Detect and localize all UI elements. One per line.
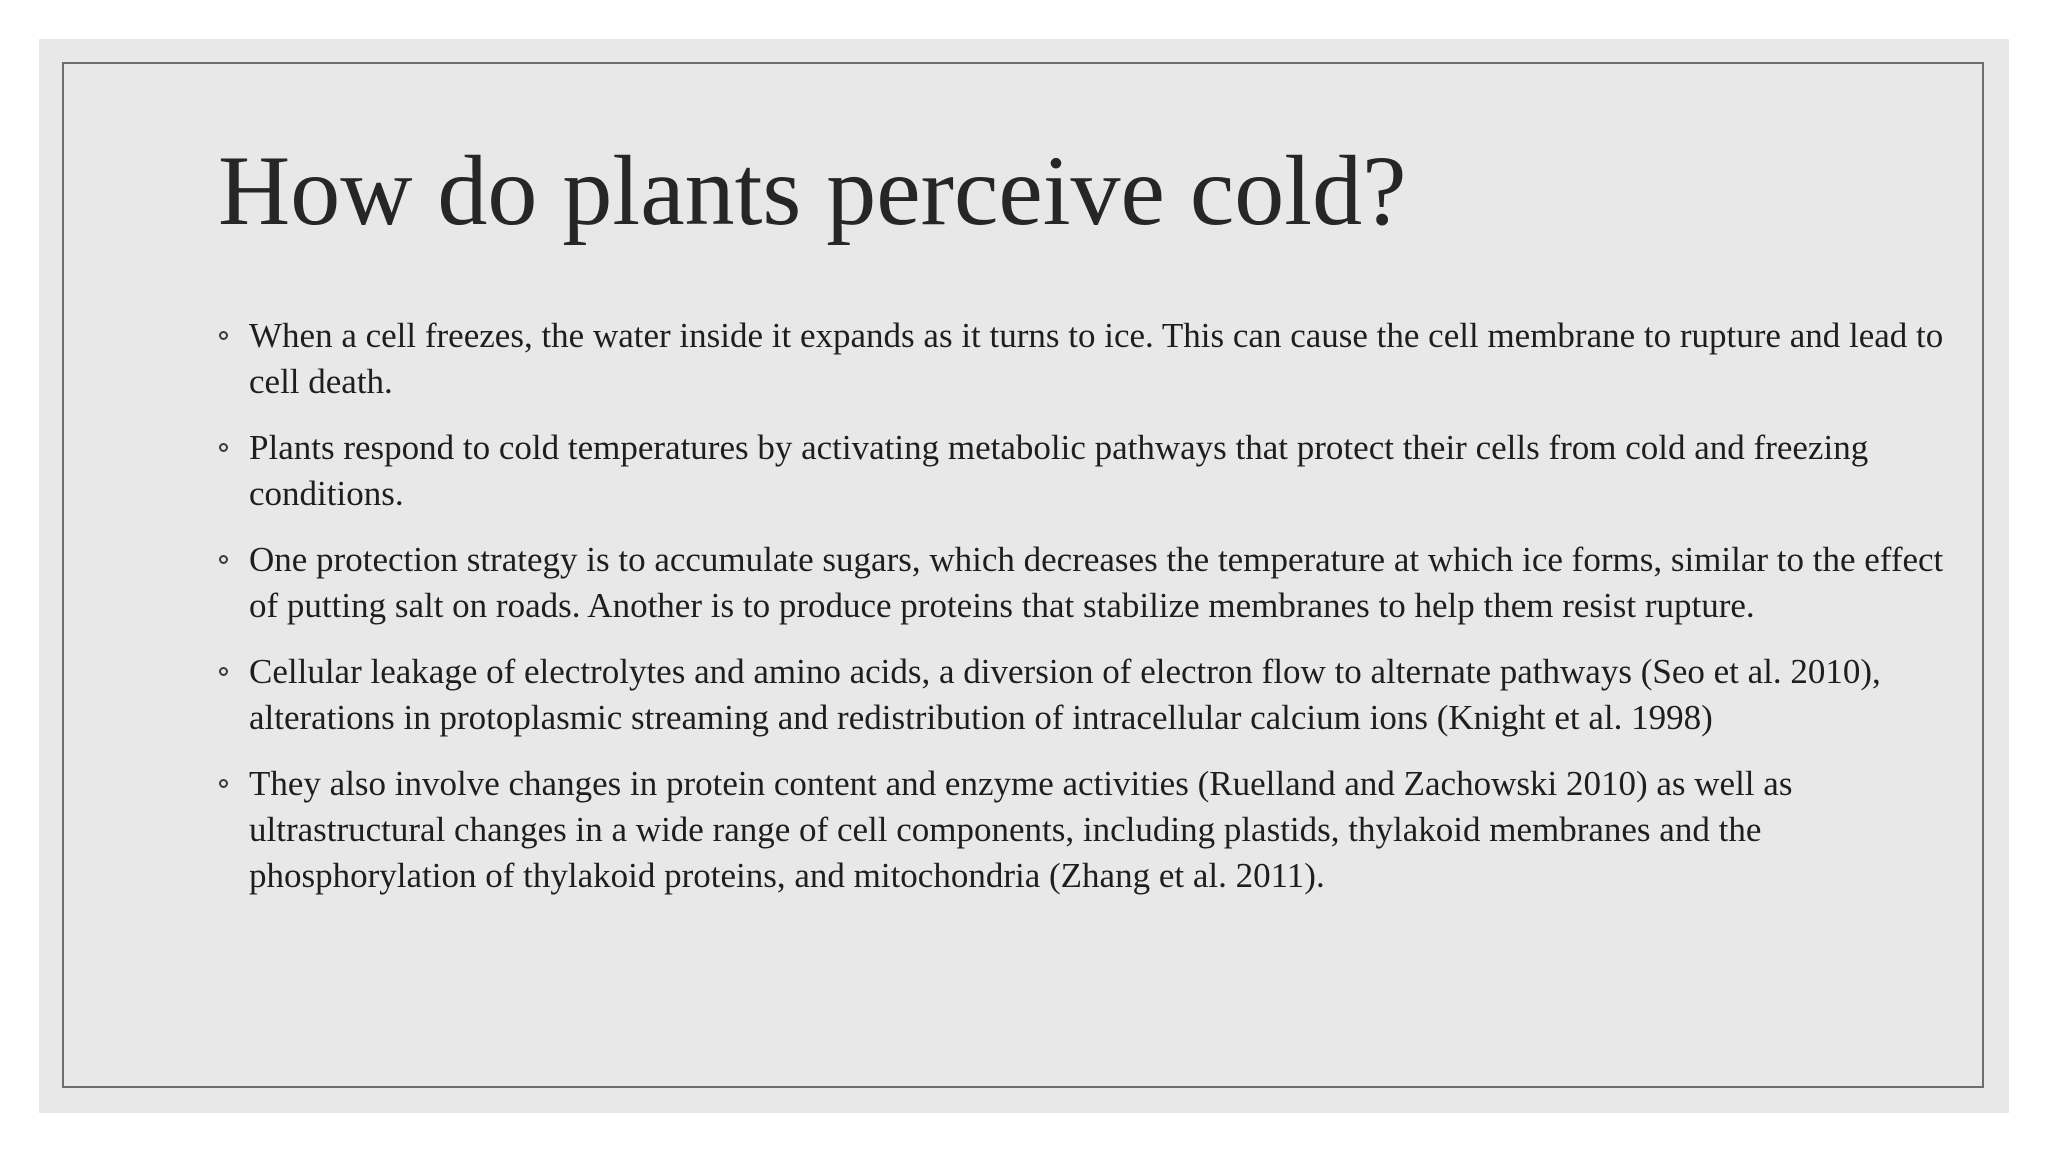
hollow-circle-bullet-icon bbox=[219, 555, 228, 564]
hollow-circle-bullet-icon bbox=[219, 779, 228, 788]
bullet-item bbox=[249, 761, 1969, 899]
bullet-text: One protection strategy is to accumulate sugars, which decreases the temperature at which ice forms, similar to the effect of putting salt on roads. Another is to produce proteins that stabilize membranes to help them resist rupture. bbox=[249, 540, 1944, 625]
slide bbox=[39, 39, 2009, 1113]
slide-title: How do plants perceive cold? bbox=[218, 135, 1407, 246]
bullet-list bbox=[249, 313, 1969, 919]
bullet-text: Cellular leakage of electrolytes and amino acids, a diversion of electron flow to alternate pathways (Seo et al. 2010), alterations in protoplasmic streaming and redistribution of intracellular calcium ions (Knight et al. 1998) bbox=[249, 652, 1881, 737]
bullet-item bbox=[249, 649, 1969, 741]
bullet-text: Plants respond to cold temperatures by activating metabolic pathways that protect their cells from cold and freezing conditions. bbox=[249, 428, 1869, 513]
bullet-item bbox=[249, 313, 1969, 405]
hollow-circle-bullet-icon bbox=[219, 667, 228, 676]
bullet-item bbox=[249, 537, 1969, 629]
bullet-text: They also involve changes in protein content and enzyme activities (Ruelland and Zachowski 2010) as well as ultrastructural changes in a wide range of cell components, including plastids, thylakoid membranes and the phosphorylation of thylakoid proteins, and mitochondria (Zhang et al. 2011). bbox=[249, 764, 1793, 895]
bullet-item bbox=[249, 425, 1969, 517]
hollow-circle-bullet-icon bbox=[219, 331, 228, 340]
bullet-text: When a cell freezes, the water inside it expands as it turns to ice. This can cause the cell membrane to rupture and lead to cell death. bbox=[249, 316, 1944, 401]
hollow-circle-bullet-icon bbox=[219, 443, 228, 452]
